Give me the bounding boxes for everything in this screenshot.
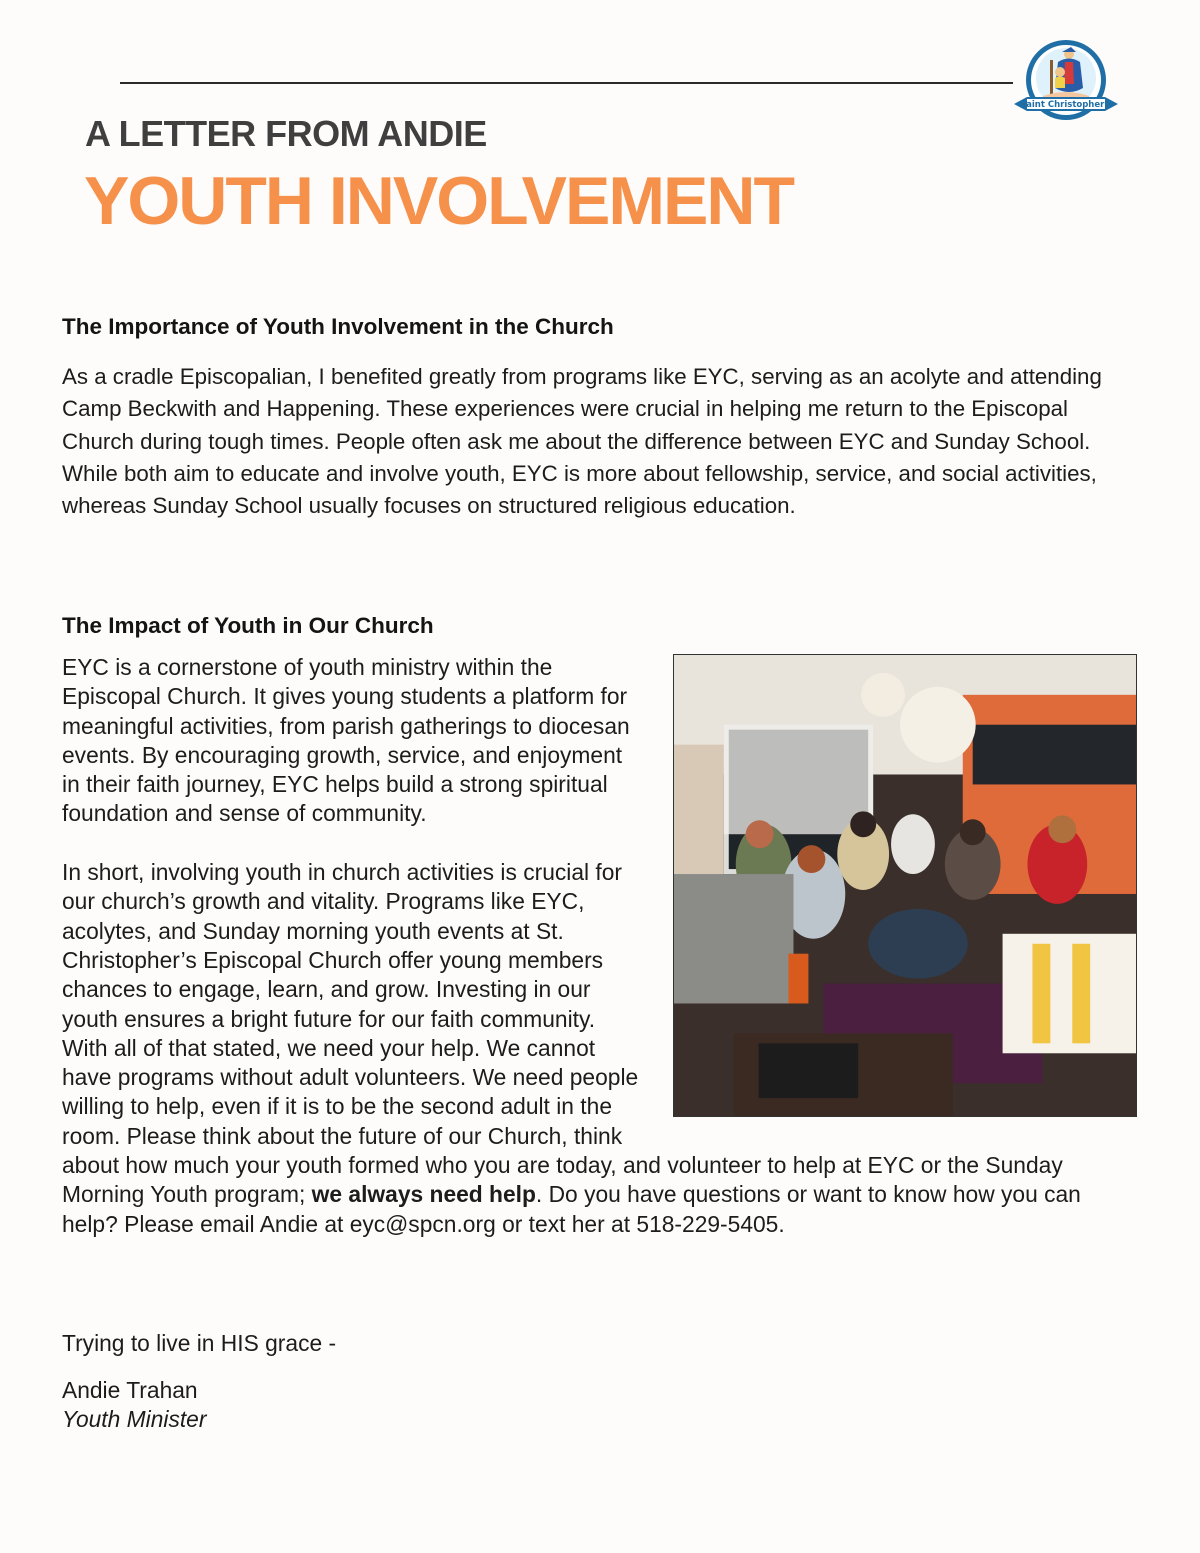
section-heading-impact: The Impact of Youth in Our Church xyxy=(62,613,434,638)
impact-paragraph-2-tail: . Do you have questions or want to know how you can help? Please email Andie at eyc@spcn.org or text her at 518-229-5405. xyxy=(62,1181,1081,1237)
logo-text: Saint Christopher's xyxy=(1020,100,1112,110)
closing-line: Trying to live in HIS grace - xyxy=(62,1330,337,1356)
signature-name: Andie Trahan xyxy=(62,1377,198,1403)
signature-role: Youth Minister xyxy=(62,1406,207,1432)
impact-paragraph-1: EYC is a cornerstone of youth ministry within the Episcopal Church. It gives young students a platform for meaningful activities, from parish gatherings to diocesan events. By encouraging growth, service, and enjoyment in their faith journey, EYC helps build a strong spiritual foundation and sense of community. xyxy=(62,654,630,827)
letter-kicker: A LETTER FROM ANDIE xyxy=(85,113,487,154)
intro-paragraph: As a cradle Episcopalian, I benefited greatly from programs like EYC, serving as an acolyte and attending Camp Beckwith and Happening. These experiences were crucial in helping me return to the Episcopal Church during tough times. People often ask me about the difference between EYC and Sunday School. While both aim to educate and involve youth, EYC is more about fellowship, service, and social activities, whereas Sunday School usually focuses on structured religious education. xyxy=(62,364,1102,519)
youth-group-photo xyxy=(673,654,1137,1117)
always-need-help-emphasis: we always need help xyxy=(311,1181,536,1208)
saint-christophers-logo xyxy=(1013,38,1119,128)
impact-body xyxy=(62,653,1137,1239)
impact-paragraph-2-lead: In short, involving youth in church activities is crucial for our church’s growth and vitality. Programs like EYC, acolytes, and Sunday morning youth events at St. Christopher’s Episcopal Church offer young members chances to engage, learn, and grow. Investing in our youth ensures a bright future for our faith community. With all of that stated, we need your help. We cannot have programs without adult volunteers. We need people willing to help, even if it is to be the second adult in the room. Please think about the future of our Church, think about how much your youth formed who you are today, and volunteer to help at EYC or the Sunday Morning Youth program; xyxy=(62,859,1063,1208)
section-heading-importance: The Importance of Youth Involvement in the Church xyxy=(62,314,614,339)
header-rule xyxy=(120,82,1013,84)
page-title: YOUTH INVOLVEMENT xyxy=(84,163,793,239)
